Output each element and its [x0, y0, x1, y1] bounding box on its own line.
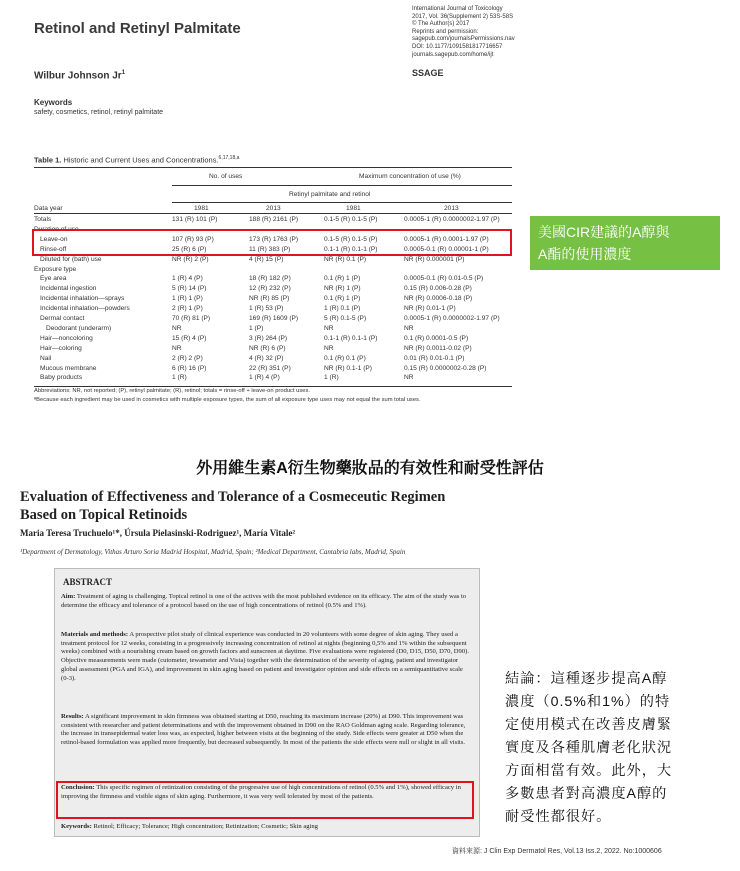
publisher-logo: SSAGE [412, 68, 444, 78]
table-cell: NR [404, 374, 414, 382]
table-caption [34, 155, 239, 165]
row-label: Totals [34, 216, 52, 223]
leave-on-highlight-box [32, 229, 512, 256]
table-cell: NR (R) 0.0011-0.02 (P) [404, 344, 472, 352]
abstract-keywords-label: Keywords: [61, 823, 92, 830]
methods-text: A prospective pilot study of clinical experience was conducted in 20 volunteers with some degree of skin aging. They used a treatment protocol for 12 weeks, consisting in a progressively increasing concentration of retinol at nights (beginning 0,5% and 1% within the subsequent weeks) combined with a nourishing cream based on growth factors and sunscreen at daytime. Five evaluations were registered (D0, D15, D50, D70, D90). Objective measurements were made (cutometer, tewameter and Visia) together with the determination of the severity of aging, patient and investigator global assessment (PGA and IGA), and improvement in skin aging based on patient and investigator opinion and side effects on a semiquantitative scale (0-3). [61, 631, 469, 682]
conclusion-text: This specific regimen of retinization consisting of the progressive use of high concentrations of retinol (0.5% and 1%), showed efficacy in improving the firmness and visible signs of skin aging. Furthermore, it was very well tolerated by most of the patients. [61, 784, 461, 800]
table-cell: 1 (P) [249, 324, 264, 332]
journal-info [412, 6, 552, 59]
table-cell: 169 (R) 1609 (P) [249, 315, 299, 322]
table-cell: NR [324, 324, 334, 332]
table-cell: 0.1-5 (R) 0.1-5 (P) [324, 216, 378, 223]
table-cell: 25 (R) 6 (P) [172, 245, 207, 253]
table-row [34, 285, 512, 293]
table-cell: 12 (R) 232 (P) [249, 285, 291, 293]
cir-note-line: 美國CIR建議的A醇與 [538, 224, 670, 240]
results-text: A significant improvement in skin firmness was obtained starting at D50, reaching its maximum increase (20%) at D90. This improvement was consistent with researcher and patient determinations and with the improvement obtained in D90 on the RAO Goldman aging scale. Regarding tolerance, the increase in transepidermal water loss was, as expected, higher between visits at the beginning of the study. Side effects were greater at D50 when the retinol-based formulation was applied more frequently, but decreased subsequently. In most of the patients the side effects were null or slight in all visits. [61, 713, 466, 747]
row-label: Hair—coloring [40, 344, 82, 352]
table-cell: NR [172, 324, 182, 332]
section-heading: 外用維生素A衍生物藥妝品的有效性和耐受性評估 [196, 460, 544, 477]
methods-label: Materials and methods: [61, 631, 129, 638]
table-cell: 0.1 (R) 1 (P) [324, 295, 361, 303]
table-top-rule [34, 167, 512, 168]
table-cell: 1 (R) 4 (P) [172, 275, 203, 283]
abstract-keywords [61, 823, 471, 832]
chinese-conclusion-line: 耐受性都很好。 [505, 809, 612, 825]
table-row [34, 275, 512, 283]
group-header-uses: No. of uses [209, 173, 243, 180]
table-cell: 1 (R) [324, 374, 339, 382]
table-cell: 0.01 (R) 0.01-0.1 (P) [404, 354, 465, 362]
row-label: Dermal contact [40, 315, 85, 322]
table-cell: 0.1-1 (R) 0.1-1 (P) [324, 334, 378, 342]
table-cell: 0.1-1 (R) 0.1-1 (P) [324, 245, 378, 253]
row-label: Rinse-off [40, 245, 67, 253]
abstract-aim [61, 593, 471, 610]
row-label: Nail [40, 354, 52, 362]
row-label: Leave-on [40, 235, 68, 243]
chinese-conclusion [505, 668, 720, 829]
table-row [34, 345, 512, 353]
table-cell: 2 (R) 1 (P) [172, 305, 203, 313]
row-label: Duration of use [34, 225, 79, 233]
table-group-header [34, 173, 512, 181]
chinese-conclusion-line: 結論：這種逐步提高A醇 [505, 671, 668, 687]
table-cell: 0.15 (R) 0.006-0.28 (P) [404, 285, 472, 293]
abstract-results [61, 713, 471, 748]
study-title-line: Evaluation of Effectiveness and Tolerance of a Cosmeceutic Regimen [20, 489, 446, 505]
table-cell: 11 (R) 383 (P) [249, 245, 291, 253]
table-cell: 0.1 (R) 0.0001-0.5 (P) [404, 334, 469, 342]
table-cell: NR (R) 0.1-1 (P) [324, 364, 372, 372]
table-cell: NR [324, 344, 334, 352]
table-cell: NR (R) 85 (P) [249, 295, 290, 303]
paper-title: Retinol and Retinyl Palmitate [34, 20, 241, 37]
table-cell: 5 (R) 14 (P) [172, 285, 207, 293]
table-footnote-1: Abbreviations: NR, not reported; (P), retinyl palmitate; (R), retinol; totals = rinse-off + leave-on product uses. [34, 388, 311, 394]
row-label: Exposure type [34, 265, 77, 273]
table-group-rule [172, 185, 512, 186]
chinese-conclusion-line: 實度及各種肌膚老化狀況 [505, 740, 673, 756]
abstract-heading: ABSTRACT [63, 577, 113, 587]
table-cell: 1 (R) 1 (P) [172, 295, 203, 303]
table-cell: 131 (R) 101 (P) [172, 216, 218, 223]
table-label: Table 1. [34, 155, 62, 165]
cir-note-line: A酯的使用濃度 [538, 246, 632, 262]
table-sub-rule [172, 202, 512, 203]
chinese-conclusion-line: 多數患者對高濃度A醇的 [505, 786, 668, 802]
row-label: Deodorant (underarm) [46, 324, 112, 332]
row-label: Eye area [40, 275, 67, 283]
author-text: Wilbur Johnson Jr [34, 70, 122, 82]
table-cell: 0.1 (R) 0.1 (P) [324, 354, 366, 362]
keywords-text: safety, cosmetics, retinol, retinyl palmitate [34, 109, 164, 116]
journal-line: Reprints and permission: [412, 28, 479, 35]
row-label: Baby products [40, 374, 83, 382]
table-row [34, 365, 512, 373]
table-cell: 188 (R) 2161 (P) [249, 216, 299, 223]
study-affiliation: ¹Department of Dermatology, Vithas Arturo Soria Madrid Hospital, Madrid, Spain; ²Medical Department, Cantabria labs, Madrid, Spain [20, 548, 406, 556]
table-row [34, 256, 512, 264]
group-header-conc: Maximum concentration of use (%) [359, 173, 461, 180]
table-row [34, 325, 512, 333]
table-cell: NR (R) 6 (P) [249, 344, 286, 352]
journal-line: 2017, Vol. 36(Supplement 2) 53S-58S [412, 13, 514, 20]
table-cell: NR [172, 344, 182, 352]
table-caption-sup: 6,17,18,a [218, 155, 240, 161]
author-sup: 1 [121, 70, 126, 76]
table-cell: NR (R) 0.01-1 (P) [404, 305, 456, 313]
study-title [20, 488, 500, 524]
journal-line: sagepub.com/journalsPermissions.nav [412, 36, 515, 43]
row-label: Hair—noncoloring [40, 334, 93, 342]
table-cell: NR [404, 324, 414, 332]
aim-label: Aim: [61, 593, 76, 600]
table-cell: 0.1 (R) 1 (P) [324, 275, 361, 283]
table-cell: 15 (R) 4 (P) [172, 334, 207, 342]
row-label: Mucous membrane [40, 364, 97, 372]
cir-note [530, 216, 720, 270]
abstract-keywords-text: Retinol; Efficacy; Tolerance; High concentration; Retinization; Cosmetic; Skin aging [93, 823, 318, 830]
table-cell: 70 (R) 81 (P) [172, 315, 211, 322]
table-year-row [34, 205, 512, 213]
aim-text: Treatment of aging is challenging. Topical retinol is one of the actives with the most published evidence on its efficacy. The aim of the study was to determine the efficacy and tolerance of a protocol based on the use of high concentrations of retinol (0.5% and 1%). [61, 593, 467, 609]
table-cell: 22 (R) 351 (P) [249, 364, 291, 372]
table-cell: 4 (R) 15 (P) [249, 255, 284, 263]
study-title-line: Based on Topical Retinoids [20, 507, 188, 523]
table-cell: 0.0005-0.1 (R) 0.00001-1 (P) [404, 245, 489, 253]
table-subheader [34, 191, 512, 199]
subheader-text: Retinyl palmitate and retinol [289, 191, 371, 198]
year-cell: 2013 [444, 205, 459, 212]
row-label: Incidental ingestion [40, 285, 97, 293]
table-cell: 1 (R) 53 (P) [249, 305, 284, 313]
row-label: Diluted for (bath) use [40, 255, 102, 263]
row-label: Incidental inhalation—powders [40, 305, 130, 313]
table-cell: 107 (R) 93 (P) [172, 235, 214, 243]
table-head-rule [34, 213, 512, 214]
table-cell: 1 (R) 4 (P) [249, 374, 280, 382]
table-cell: 18 (R) 182 (P) [249, 275, 291, 283]
conclusion-label: Conclusion: [61, 784, 95, 791]
table-row [34, 355, 512, 363]
table-cell: 2 (R) 2 (P) [172, 354, 203, 362]
table-cell: 1 (R) 0.1 (P) [324, 305, 361, 313]
chinese-conclusion-line: 定使用模式在改善皮膚緊 [505, 717, 673, 733]
table-cell: 173 (R) 1763 (P) [249, 235, 299, 243]
keywords-heading: Keywords [34, 98, 73, 107]
journal-line: International Journal of Toxicology [412, 6, 503, 12]
table-cell: 0.0005-1 (R) 0.0000002-1.97 (P) [404, 315, 500, 322]
table-cell: NR (R) 1 (P) [324, 285, 361, 293]
table-cell: 6 (R) 16 (P) [172, 364, 207, 372]
year-cell: 1981 [194, 205, 209, 212]
table-cell: 1 (R) [172, 374, 187, 382]
row-label: Incidental inhalation—sprays [40, 295, 125, 303]
table-cell: NR (R) 2 (P) [172, 255, 209, 263]
table-cell: 0.15 (R) 0.0000002-0.28 (P) [404, 364, 487, 372]
table-caption-text: Historic and Current Uses and Concentrations. [63, 155, 219, 165]
table-row [34, 315, 512, 323]
journal-line: DOI: 10.1177/1091581817716657 [412, 43, 503, 50]
author-name [34, 70, 125, 81]
table-cell: 5 (R) 0.1-5 (P) [324, 315, 367, 322]
table-cell: 0.0005-1 (R) 0.0001-1.97 (P) [404, 235, 489, 243]
table-cell: NR (R) 0.1 (P) [324, 255, 367, 263]
table-cell: 0.0005-1 (R) 0.0000002-1.97 (P) [404, 216, 500, 223]
table-footnote-2: ªBecause each ingredient may be used in cosmetics with multiple exposure types, the sum of all exposure type uses may not equal the sum total uses. [34, 397, 421, 403]
table-cell: NR (R) 0.0006-0.18 (P) [404, 295, 473, 303]
journal-line: © The Author(s) 2017 [412, 21, 470, 28]
table-row [34, 295, 512, 303]
table-cell: NR (R) 0.000001 (P) [404, 255, 465, 263]
year-cell: 1981 [346, 205, 361, 212]
table-row [34, 374, 512, 382]
abstract-methods [61, 631, 471, 683]
chinese-conclusion-line: 濃度（0.5%和1%）的特 [505, 694, 671, 710]
journal-line: journals.sagepub.com/home/ijt [412, 51, 494, 58]
year-cell: 2013 [266, 205, 281, 212]
table-cell: 4 (R) 32 (P) [249, 354, 284, 362]
table-cell: 0.1-5 (R) 0.1-5 (P) [324, 235, 378, 243]
study-authors: Maria Teresa Truchuelo¹*, Úrsula Pielasinski-Rodriguez¹, María Vitale² [20, 528, 296, 538]
table-row [34, 216, 512, 224]
conclusion-highlight-box [56, 781, 474, 819]
table-row [34, 305, 512, 313]
results-label: Results: [61, 713, 84, 720]
table-cell: 0.0005-0.1 (R) 0.01-0.5 (P) [404, 275, 484, 283]
chinese-conclusion-line: 方面相當有效。此外，大 [505, 763, 673, 779]
table-row [34, 266, 512, 274]
source-citation: 資料來源: J Clin Exp Dermatol Res, Vol.13 Iss.2, 2022. No:1000606 [452, 848, 662, 855]
table-cell: 3 (R) 264 (P) [249, 334, 288, 342]
table-row [34, 335, 512, 343]
year-label: Data year [34, 205, 63, 212]
